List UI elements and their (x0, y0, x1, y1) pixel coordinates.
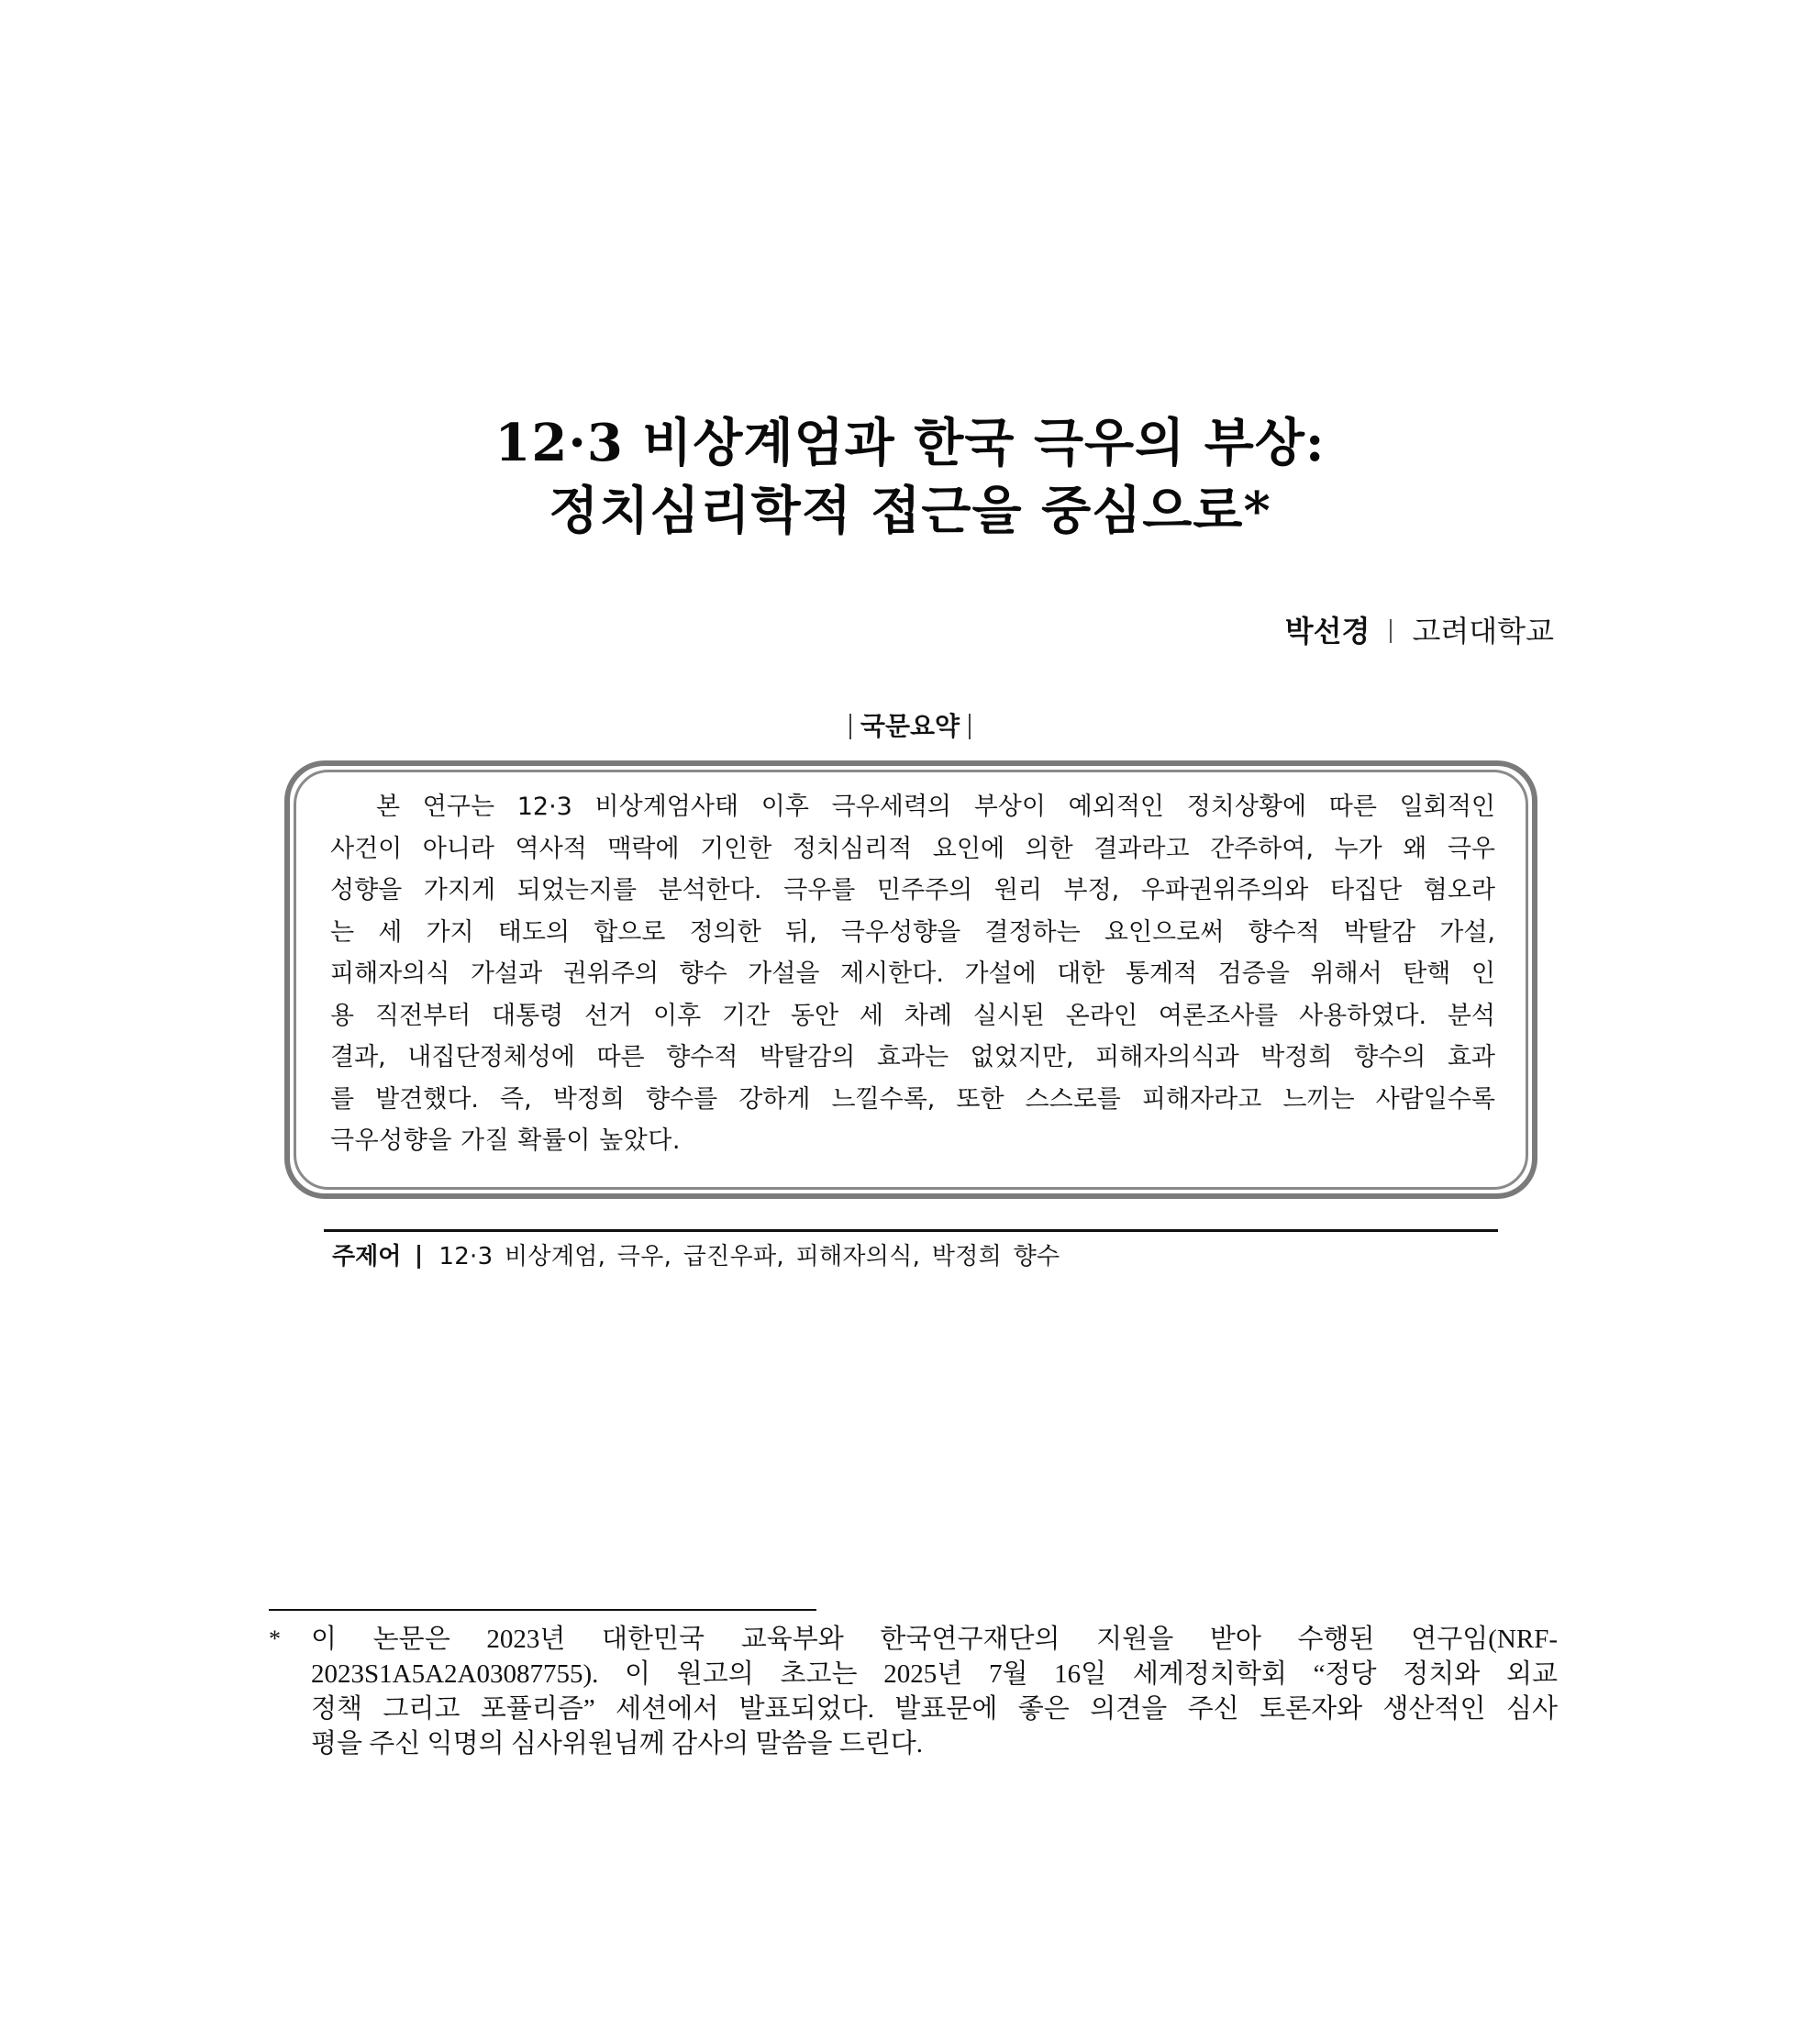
paper-title (0, 409, 1820, 545)
keyword-divider (324, 1229, 1498, 1232)
keywords-row (332, 1238, 1060, 1275)
abstract-line: 성향을 가지게 되었는지를 분석한다. 극우를 민주주의 원리 부정, 우파권위주의와 타집단 혐오라 (330, 876, 1495, 904)
abstract-line: 용 직전부터 대통령 선거 이후 기간 동안 세 차례 실시된 온라인 여론조사를 사용하였다. 분석 (330, 1001, 1495, 1030)
abstract-line: 극우성향을 가질 확률이 높았다. (330, 1126, 681, 1155)
footnote (269, 1622, 1558, 1761)
abstract-heading-label: 국문요약 (860, 711, 960, 741)
abstract-line: 결과, 내집단정체성에 따른 향수적 박탈감의 효과는 없었지만, 피해자의식과 박정희 향수의 효과 (330, 1043, 1495, 1071)
abstract-line: 피해자의식 가설과 권위주의 향수 가설을 제시한다. 가설에 대한 통계적 검증을 위해서 탄핵 인 (330, 960, 1495, 988)
heading-bar-right (969, 714, 971, 739)
footnote-line: 2023S1A5A2A03087755). 이 원고의 초고는 2025년 7월 16일 세계정치학회 “정당 정치와 외교 (311, 1659, 1558, 1689)
footnote-line: 평을 주신 익명의 심사위원님께 감사의 말씀을 드린다. (311, 1729, 924, 1758)
footnote-body (311, 1622, 1558, 1761)
abstract-line: 본 연구는 12·3 비상계엄사태 이후 극우세력의 부상이 예외적인 정치상황에 따른 일회적인 (376, 793, 1495, 821)
title-line-2: 정치심리학적 접근을 중심으로* (549, 481, 1271, 541)
abstract-line: 는 세 가지 태도의 합으로 정의한 뒤, 극우성향을 결정하는 요인으로써 향수적 박탈감 가설, (330, 917, 1495, 947)
abstract-text (330, 786, 1495, 1162)
abstract-line: 를 발견했다. 즉, 박정희 향수를 강하게 느낄수록, 또한 스스로를 피해자라고 느끼는 사람일수록 (330, 1084, 1495, 1114)
author-name: 박선경 (1284, 614, 1371, 649)
heading-bar-left (849, 714, 851, 739)
title-line-1: 12·3 비상계엄과 한국 극우의 부상: (494, 413, 1326, 473)
keywords-label: 주제어 (332, 1243, 402, 1270)
abstract-heading (0, 708, 1820, 745)
abstract-box (284, 760, 1537, 1199)
footnote-line: 이 논문은 2023년 대한민국 교육부와 한국연구재단의 지원을 받아 수행된 연구임(NRF- (311, 1625, 1558, 1654)
author-separator (1390, 619, 1392, 643)
footnote-divider (269, 1609, 816, 1611)
author-affiliation: 고려대학교 (1412, 614, 1554, 649)
keywords-separator (417, 1245, 420, 1269)
author-line (1285, 611, 1554, 651)
abstract-line: 사건이 아니라 역사적 맥락에 기인한 정치심리적 요인에 의한 결과라고 간주하여, 누가 왜 극우 (330, 834, 1495, 863)
footnote-line: 정책 그리고 포퓰리즘” 세션에서 발표되었다. 발표문에 좋은 의견을 주신 토론자와 생산적인 심사 (311, 1694, 1558, 1724)
footnote-marker: * (269, 1625, 281, 1652)
keywords-list: 12·3 비상계엄, 극우, 급진우파, 피해자의식, 박정희 향수 (438, 1243, 1060, 1270)
